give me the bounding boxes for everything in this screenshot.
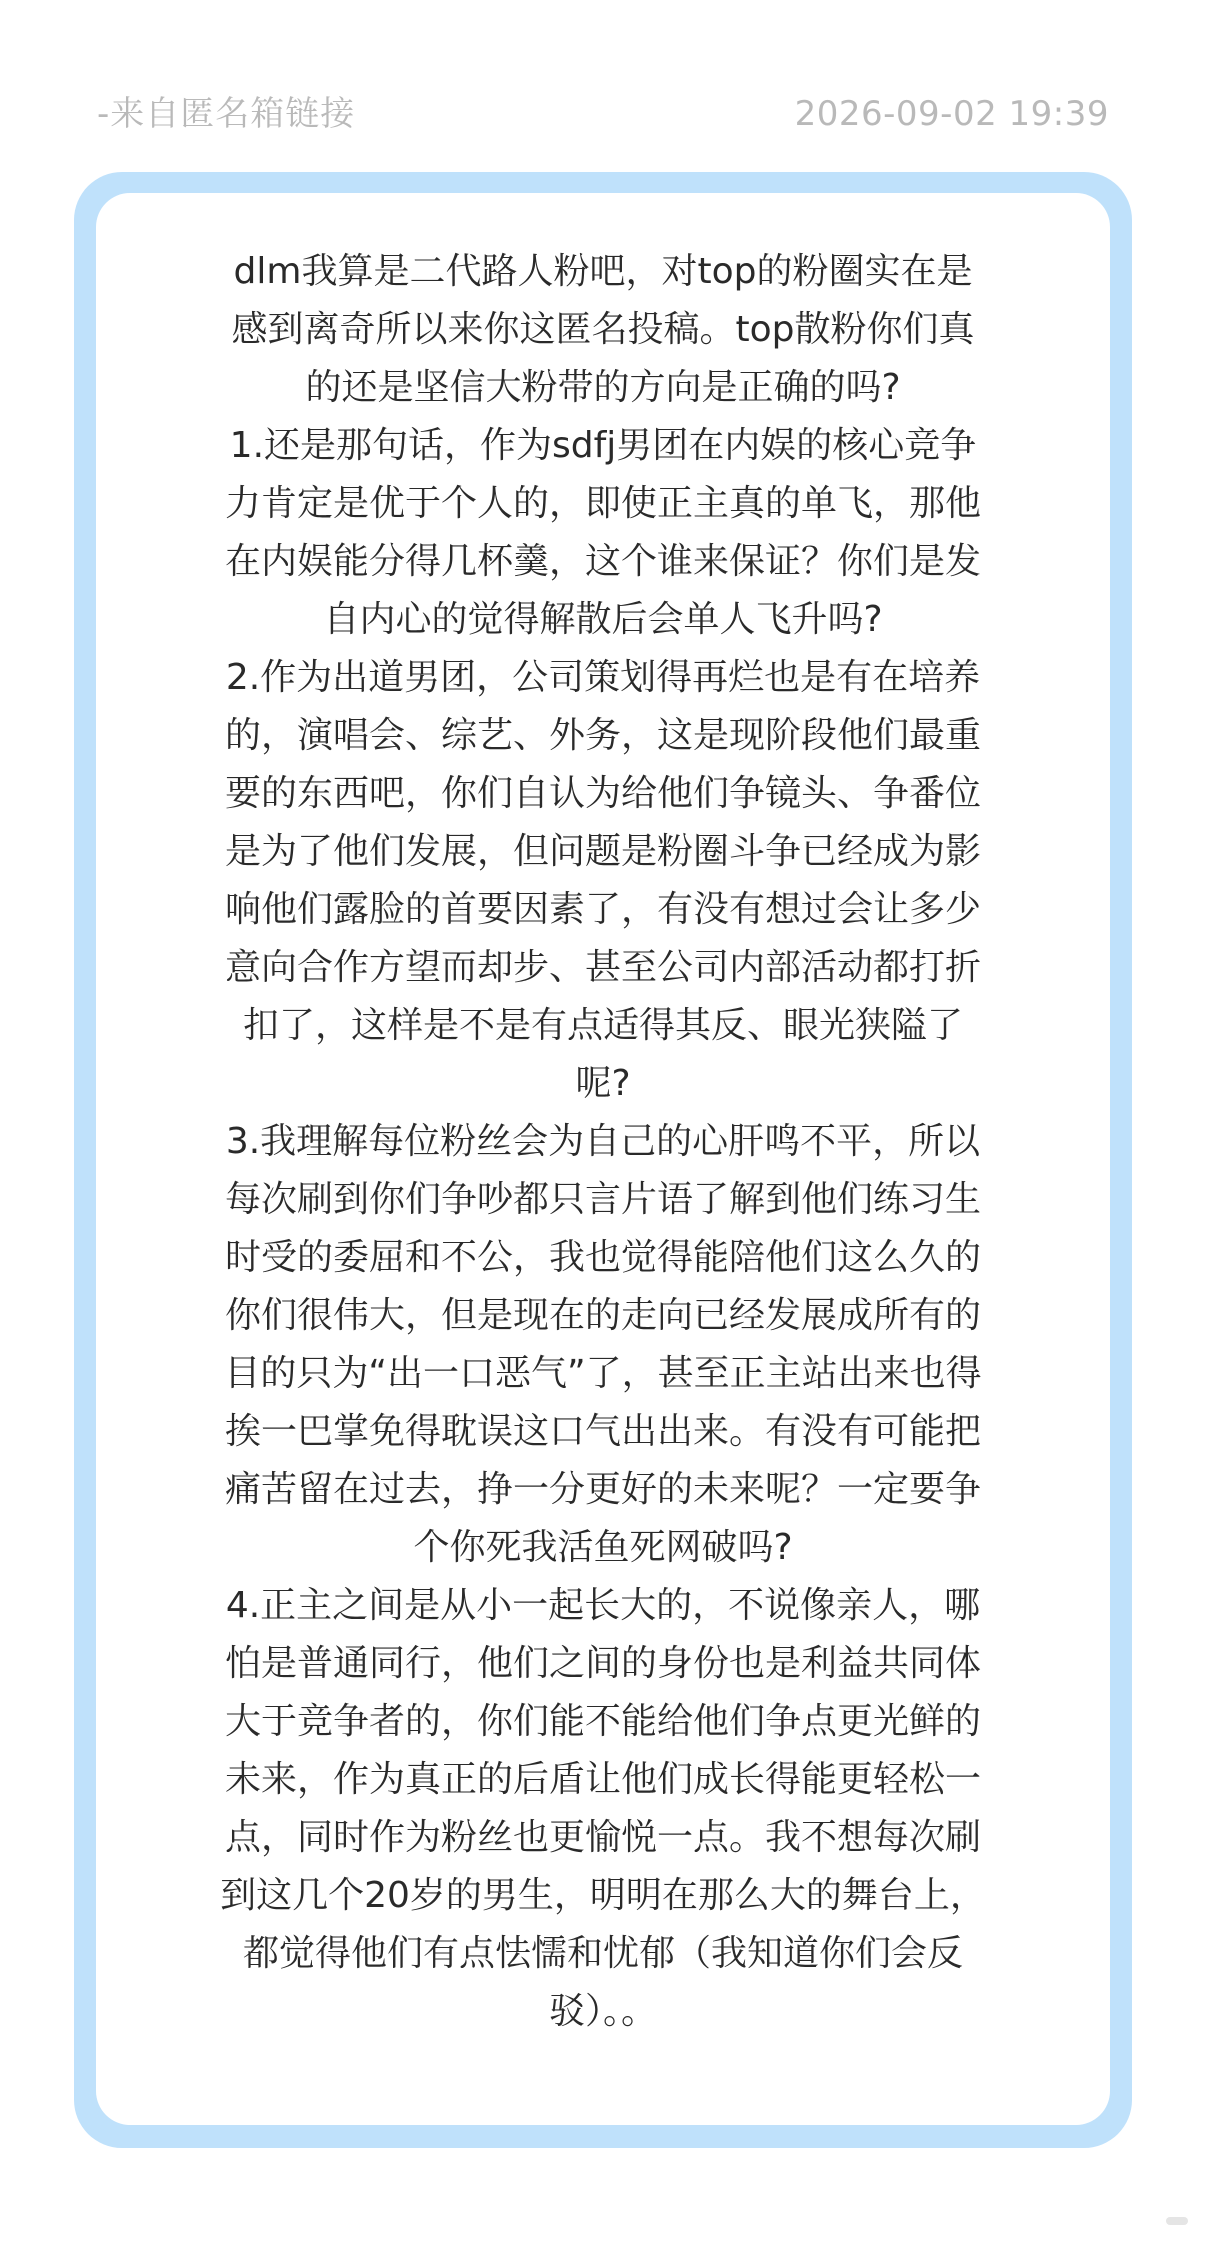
timestamp: 2026-09-02 19:39 bbox=[794, 94, 1109, 134]
scroll-indicator bbox=[1166, 2217, 1188, 2225]
message-card bbox=[96, 193, 1110, 2125]
anonymous-message-text: dlm我算是二代路人粉吧，对top的粉圈实在是 感到离奇所以来你这匿名投稿。top散粉你们真 的还是坚信大粉带的方向是正确的吗? 1.还是那句话，作为sdfj男团在内娱的核心竞争 力肯定是优于个人的，即使正主真的单飞，那他 在内娱能分得几杯羹，这个谁来保证？你们是发 自内心的觉得解散后会单人飞升吗? 2.作为出道男团，公司策划得再烂也是有在培养 的，演唱会、综艺、外务，这是现阶段他们最重 要的东西吧，你们自认为给他们争镜头、争番位 是为了他们发展，但问题是粉圈斗争已经成为影 响他们露脸的首要因素了，有没有想过会让多少 意向合作方望而却步、甚至公司内部活动都打折 扣了，这样是不是有点适得其反、眼光狭隘了 呢? 3.我理解每位粉丝会为自己的心肝鸣不平，所以 每次刷到你们争吵都只言片语了解到他们练习生 时受的委屈和不公，我也觉得能陪他们这么久的 你们很伟大，但是现在的走向已经发展成所有的 目的只为“出一口恶气”了，甚至正主站出来也得 挨一巴掌免得耽误这口气出出来。有没有可能把 痛苦留在过去，挣一分更好的未来呢？一定要争 个你死我活鱼死网破吗? 4.正主之间是从小一起长大的，不说像亲人，哪 怕是普通同行，他们之间的身份也是利益共同体 大于竞争者的，你们能不能给他们争点更光鲜的 未来，作为真正的后盾让他们成长得能更轻松一 点，同时作为粉丝也更愉悦一点。我不想每次刷 到这几个20岁的男生，明明在那么大的舞台上， 都觉得他们有点怯懦和忧郁（我知道你们会反 驳）。。 bbox=[220, 251, 986, 2032]
post-header bbox=[0, 0, 1206, 170]
source-label: -来自匿名箱链接 bbox=[97, 94, 356, 134]
